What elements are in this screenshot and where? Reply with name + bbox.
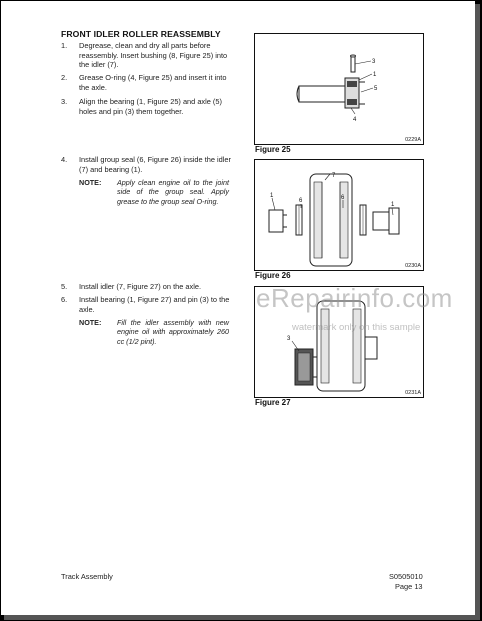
callout: 6 — [299, 198, 303, 204]
step-text: Align the bearing (1, Figure 25) and axle (5) holes and pin (3) them together. — [79, 97, 222, 116]
figure-code: 0229A — [405, 137, 421, 143]
footer-doc-code: S0505010 — [389, 572, 423, 581]
figure-27-caption: Figure 27 — [255, 398, 291, 407]
page-shadow-bottom — [4, 615, 480, 620]
page-shadow-right — [475, 4, 480, 619]
step-text: Install group seal (6, Figure 26) inside the idler (7) and bearing (1). — [79, 155, 231, 174]
callout: 3 — [372, 59, 376, 65]
step-number: 6. — [61, 295, 68, 304]
note-text: Apply clean engine oil to the joint side of the group seal. Apply grease to the group seal O-ring. — [117, 178, 229, 206]
figure-25-frame — [254, 33, 424, 145]
callout: 6 — [341, 195, 345, 201]
callout: 4 — [353, 117, 357, 123]
step-number: 1. — [61, 41, 68, 50]
step-number: 5. — [61, 282, 68, 291]
callout: 1 — [373, 72, 377, 78]
callout: 1 — [391, 202, 395, 208]
step-text: Grease O-ring (4, Figure 25) and insert it into the axle. — [79, 73, 227, 92]
note-label: NOTE: — [79, 318, 102, 327]
section-heading: FRONT IDLER ROLLER REASSEMBLY — [61, 29, 221, 39]
figure-26-caption: Figure 26 — [255, 271, 291, 280]
callout: 3 — [287, 336, 291, 342]
figure-code: 0231A — [405, 390, 421, 396]
watermark-logo: eRepairinfo.com — [256, 283, 453, 313]
figure-code: 0230A — [405, 263, 421, 269]
step-text: Install bearing (1, Figure 27) and pin (3) to the axle. — [79, 295, 230, 314]
callout: 7 — [332, 173, 336, 179]
step-number: 3. — [61, 97, 68, 106]
figure-25-drawing — [255, 34, 423, 144]
step-number: 2. — [61, 73, 68, 82]
step-number: 4. — [61, 155, 68, 164]
note-label: NOTE: — [79, 178, 102, 187]
callout: 1 — [270, 193, 274, 199]
figure-26-drawing — [255, 160, 423, 270]
figure-26-frame — [254, 159, 424, 271]
figure-25-caption: Figure 25 — [255, 145, 291, 154]
note-text: Fill the idler assembly with new engine oil with approximately 260 cc (1/2 pint). — [117, 318, 229, 346]
step-text: Install idler (7, Figure 27) on the axle. — [79, 282, 202, 291]
callout: 5 — [374, 86, 378, 92]
footer-section-title: Track Assembly — [61, 572, 113, 581]
watermark-sample-text: watermark only on this sample — [292, 322, 421, 333]
step-text: Degrease, clean and dry all parts before reassembly. Insert bushing (8, Figure 25) into the idler (7). — [79, 41, 228, 70]
footer-page-number: Page 13 — [395, 582, 423, 591]
